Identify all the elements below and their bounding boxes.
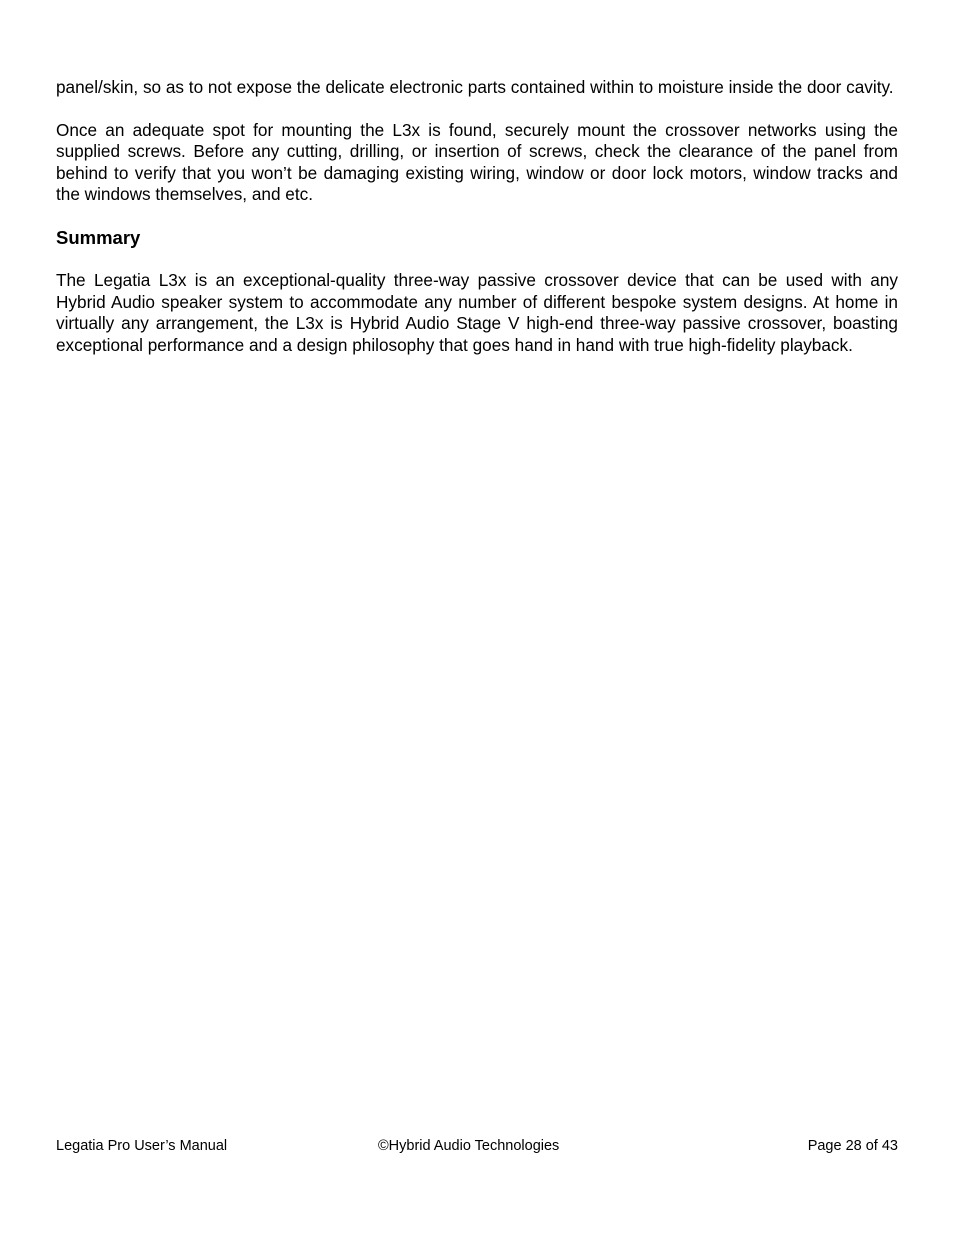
footer-copyright: ©Hybrid Audio Technologies: [378, 1138, 560, 1154]
footer-page-number: Page 28 of 43: [807, 1138, 898, 1154]
page-footer: [56, 1136, 898, 1156]
paragraph-summary: The Legatia L3x is an exceptional-quality three-way passive crossover device that can be used with any Hybrid Audio speaker system to accommodate any number of different bespoke system designs. At home in virtually any arrangement, the L3x is Hybrid Audio Stage V high-end three-way passive crossover, boasting exceptional performance and a design philosophy that goes hand in hand with true high-fidelity playback.: [56, 269, 898, 355]
page-body: [56, 77, 898, 377]
paragraph-mounting-screws: Once an adequate spot for mounting the L3x is found, securely mount the crossover networks using the supplied screws. Before any cutting, drilling, or insertion of screws, check the clearance of the panel from behind to verify that you won’t be damaging existing wiring, window or door lock motors, window tracks and the windows themselves, and etc.: [56, 119, 898, 205]
paragraph-mounting-moisture: panel/skin, so as to not expose the delicate electronic parts contained within to moisture inside the door cavity.: [56, 77, 894, 97]
section-heading-summary: Summary: [56, 226, 141, 248]
footer-manual-title: Legatia Pro User’s Manual: [56, 1138, 228, 1154]
